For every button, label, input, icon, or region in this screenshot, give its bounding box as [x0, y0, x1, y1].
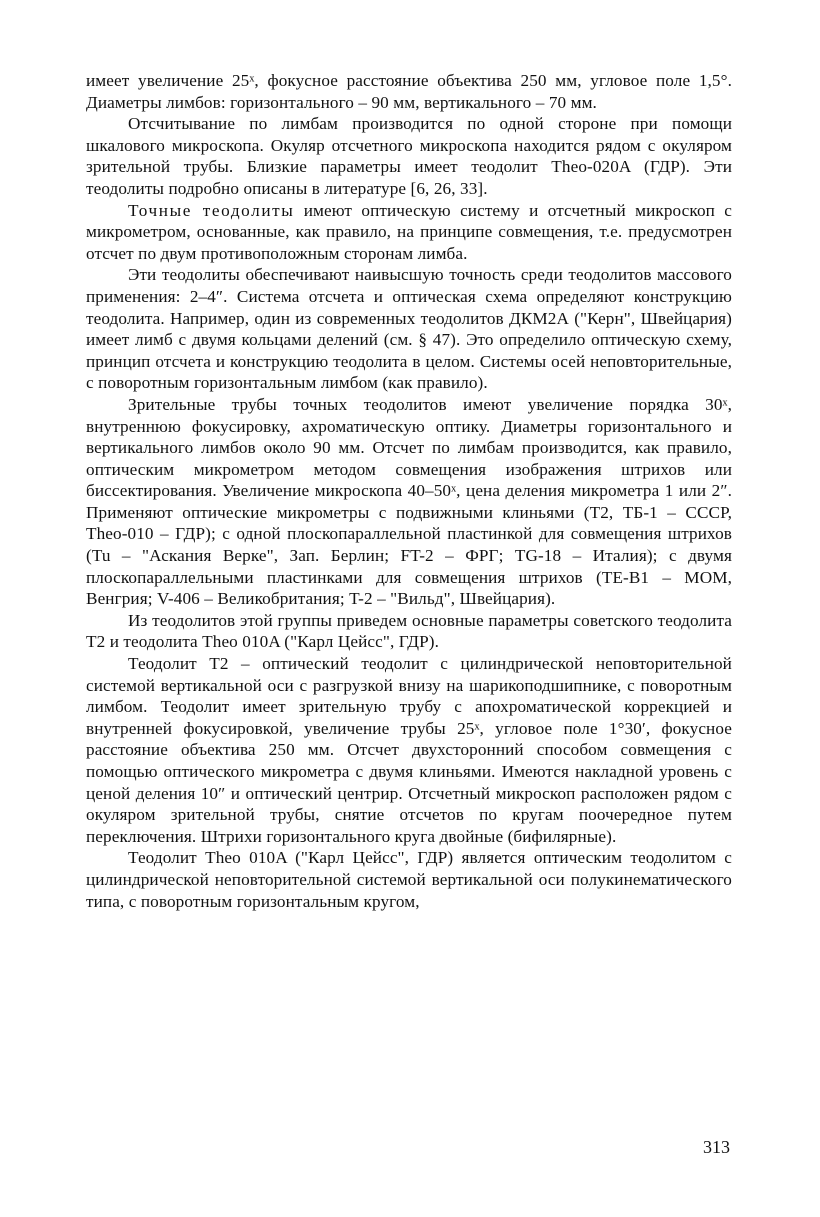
paragraph-4: Эти теодолиты обеспечивают наивысшую точность среди теодолитов массового применения: 2–4″. Система отсчета и оптическая схема определяют конструкцию теодолита. Например, один из современных теодолитов ДКМ2А ("Керн", Швейцария) имеет лимб с двумя кольцами делений (см. § 47). Это определило оптическую схему, принцип отсчета и конструкцию теодолита в целом. Системы осей неповторительные, с поворотным горизонтальным лимбом (как правило). — [86, 265, 732, 393]
paragraph-3-text: имеют оптическую систему и отсчетный микроскоп с микрометром, основанные, как правило, на принципе совмещения, т.е. предусмотрен отсчет по двум противоположным сторонам лимба. — [86, 200, 732, 263]
spaced-term: Точные теодолиты — [128, 200, 295, 220]
page-number: 313 — [703, 1137, 730, 1157]
paragraph-7: Теодолит Т2 – оптический теодолит с цилиндрической неповторительной системой вертикальной оси с разгрузкой внизу на шарикоподшипнике, с поворотным лимбом. Теодолит имеет зрительную трубу с апохроматической коррекцией и внутренней фокусировкой, увеличение трубы 25ˣ, угловое поле 1°30′, фокусное расстояние объектива 250 мм. Отсчет двухсторонний способом совмещения с помощью оптического микрометра с двумя клиньями. Имеются накладной уровень с ценой деления 10″ и оптический центрир. Отсчетный микроскоп расположен рядом с окуляром зрительной трубы, снятие отсчетов по кругам поочередное путем переключения. Штрихи горизонтального круга двойные (бифилярные). — [86, 654, 732, 846]
paragraph-1: имеет увеличение 25ˣ, фокусное расстояние объектива 250 мм, угловое поле 1,5°. Диаметры лимбов: горизонтального – 90 мм, вертикального – 70 мм. — [86, 71, 732, 112]
paragraph-3 — [86, 200, 732, 265]
page-body — [86, 70, 732, 912]
paragraph-5: Зрительные трубы точных теодолитов имеют увеличение порядка 30ˣ, внутреннюю фокусировку, ахроматическую оптику. Диаметры горизонтального и вертикального лимбов около 90 мм. Отсчет по лимбам производится, как правило, оптическим микрометром методом совмещения изображения штрихов или биссектирования. Увеличение микроскопа 40–50ˣ, цена деления микрометра 1 или 2″. Применяют оптические микрометры с подвижными клиньями (Т2, ТБ-1 – СССР, Theo-010 – ГДР); с одной плоскопараллельной пластинкой для совмещения штрихов (Tu – "Аскания Верке", Зап. Берлин; FT-2 – ФРГ; TG-18 – Италия); с двумя плоскопараллельными пластинками для совмещения штрихов (TE-B1 – МОМ, Венгрия; V-406 – Великобритания; T-2 – "Вильд", Швейцария). — [86, 394, 732, 609]
paragraph-8: Теодолит Theo 010A ("Карл Цейсс", ГДР) является оптическим теодолитом с цилиндрической неповторительной системой вертикальной оси полукинематического типа, с поворотным горизонтальным кругом, — [86, 848, 732, 911]
paragraph-6: Из теодолитов этой группы приведем основные параметры советского теодолита Т2 и теодолита Theo 010A ("Карл Цейсс", ГДР). — [86, 610, 732, 652]
paragraph-2: Отсчитывание по лимбам производится по одной стороне при помощи шкалового микроскопа. Окуляр отсчетного микроскопа находится рядом с окуляром зрительной трубы. Близкие параметры имеет теодолит Theo-020A (ГДР). Эти теодолиты подробно описаны в литературе [6, 26, 33]. — [86, 114, 732, 198]
